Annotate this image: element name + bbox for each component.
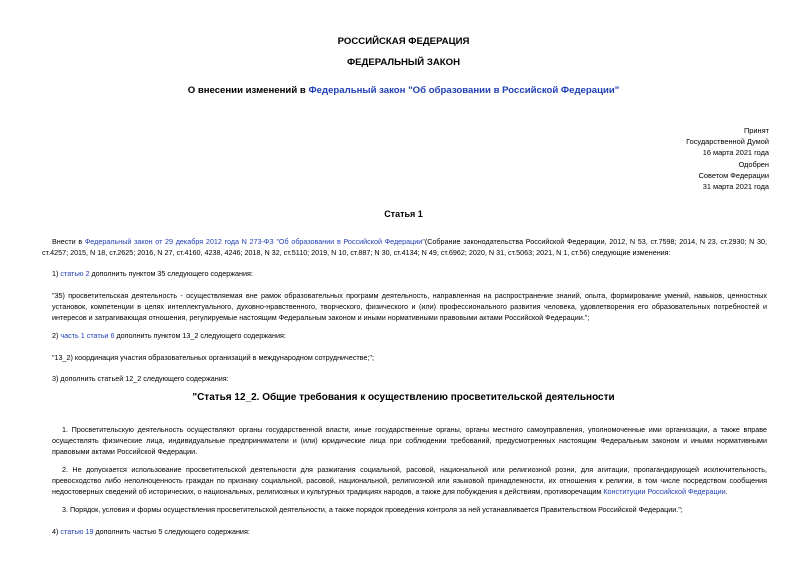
constitution-link[interactable]: Конституции Российской Федерации — [603, 487, 726, 496]
new-article-title: "Статья 12_2. Общие требования к осуществлению просветительской деятельности — [192, 392, 615, 403]
item-2 — [52, 330, 767, 341]
doc-type-heading: ФЕДЕРАЛЬНЫЙ ЗАКОН — [346, 57, 461, 68]
item-2-rest: дополнить пунктом 13_2 следующего содержания: — [114, 331, 286, 340]
paragraph-2 — [52, 464, 767, 497]
adoption-line: Принят — [743, 126, 769, 135]
item-2-link[interactable]: часть 1 статьи 6 — [60, 331, 115, 340]
item-1-rest: дополнить пунктом 35 следующего содержания: — [89, 269, 253, 278]
intro-law-link[interactable]: Федеральный закон от 29 декабря 2012 года N 273-ФЗ "Об образовании в Российской Федерации" — [84, 237, 425, 246]
adoption-line: 31 марта 2021 года — [702, 182, 769, 192]
adoption-line: Советом Федерации — [698, 170, 769, 180]
paragraph-2-text: 2. Не допускается использование просветительской деятельности для разжигания социальной, расовой, национальной или религиозной розни, для агитации, пропагандирующей исключительность, превосходство либо неполноценность граждан по признаку социальной, расовой, национальной, религиозной или языковой принадлежности, их отношения к религии, в том числе посредством сообщения недостоверных сведений об исторических, о национальных, религиозных и культурных традициях народов, а также для побуждения к действиям, противоречащим — [52, 465, 767, 496]
item-4-prefix: 4) — [52, 527, 61, 536]
law-title — [0, 85, 807, 96]
adoption-block — [686, 125, 769, 192]
intro-rest: (Собрание законодательства Российской Федерации, 2012, N 53, ст.7598; 2014, N 23, ст.2930; N 30, ст.4257; 2015, N 18, ст.2625; 2016, N 27, ст.4160, 4238, 4246; 2018, N 32, ст.5110; 2019, N 10, ст.887; N 30, ст.4134; N 49, ст.6962; 2020, N 31, ст.5063; 2021, N 1, ст.56) следующие изменения: — [42, 237, 767, 257]
item-1 — [52, 268, 767, 279]
item-1-link[interactable]: статью 2 — [60, 269, 90, 278]
law-title-link[interactable]: Федеральный закон "Об образовании в Российской Федерации" — [308, 85, 620, 96]
item-4 — [52, 526, 767, 537]
item-1-text: "35) просветительская деятельность - осуществляемая вне рамок образовательных программ деятельность, направленная на распространение знаний, опыта, формирование умений, навыков, ценностных установок, компетенции в целях интеллектуального, духовно-нравственного, творческого, физического и (или) профессионального развития человека, удовлетворения его образовательных потребностей и интересов и затрагивающая отношения, регулируемые настоящим Федеральным законом и иными нормативными правовыми актами Российской Федерации."; — [52, 291, 767, 322]
adoption-line: Одобрен — [738, 159, 769, 169]
law-title-prefix: О внесении изменений в — [187, 85, 309, 96]
item-3-text: 3) дополнить статьей 12_2 следующего содержания: — [52, 374, 229, 383]
intro-prefix: Внести в — [52, 237, 85, 246]
item-4-rest: дополнить частью 5 следующего содержания: — [93, 527, 250, 536]
article-heading: Статья 1 — [384, 209, 423, 219]
article-intro — [42, 236, 767, 258]
item-2-prefix: 2) — [52, 331, 61, 340]
country-heading: РОССИЙСКАЯ ФЕДЕРАЦИЯ — [337, 36, 470, 47]
paragraph-1: 1. Просветительскую деятельность осуществляют органы государственной власти, иные государственные органы, органы местного самоуправления, уполномоченные ими организации, а также вправе осуществлять физические лица, индивидуальные предприниматели и (или) юридические лица при соблюдении требований, предусмотренных настоящим Федеральным законом и иными нормативными правовыми актами Российской Федерации. — [52, 425, 767, 456]
item-1-prefix: 1) — [52, 269, 61, 278]
item-2-text: "13_2) координация участия образовательных организаций в международном сотрудничестве;"; — [52, 353, 374, 362]
adoption-line: Государственной Думой — [686, 137, 769, 147]
item-4-link[interactable]: статью 19 — [60, 527, 94, 536]
adoption-line: 16 марта 2021 года — [702, 148, 769, 158]
paragraph-2-end: . — [725, 487, 728, 496]
paragraph-3: 3. Порядок, условия и формы осуществления просветительской деятельности, а также порядок проведения контроля за ней устанавливается Правительством Российской Федерации."; — [62, 505, 683, 514]
